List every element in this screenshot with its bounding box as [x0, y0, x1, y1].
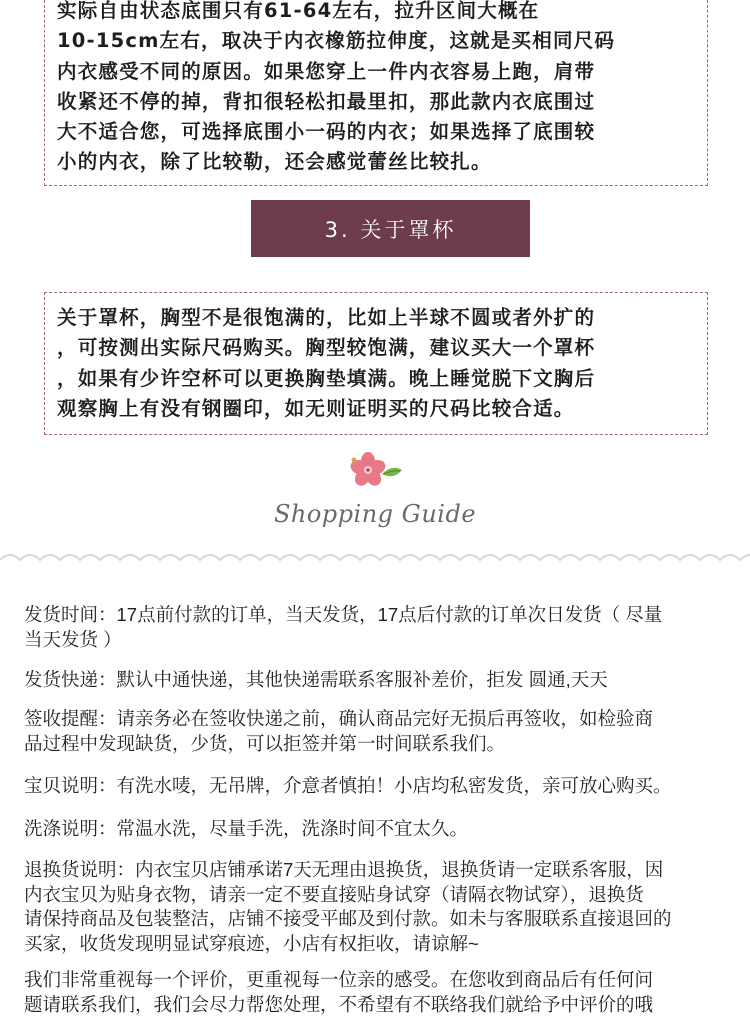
flower-icon [344, 450, 406, 490]
size-note-line: 内衣感受不同的原因。如果您穿上一件内衣容易上跑，肩带 [57, 57, 695, 87]
info-returns [24, 858, 740, 956]
size-note-line: 大不适合您，可选择底围小一码的内衣；如果选择了底围较 [57, 117, 695, 147]
cup-note-box [44, 292, 708, 435]
size-note-box [44, 0, 708, 186]
size-note-line: 收紧还不停的掉，背扣很轻松扣最里扣，那此款内衣底围过 [57, 87, 695, 117]
shopping-guide-title: Shopping Guide [0, 500, 750, 528]
cup-note-line: 观察胸上有没有钢圈印，如无则证明买的尺码比较合适。 [57, 394, 695, 424]
info-line: 签收提醒：请亲务必在签收快递之前，确认商品完好无损后再签收，如检验商 [24, 707, 740, 732]
size-note-line: 小的内衣，除了比较勒，还会感觉蕾丝比较扎。 [57, 147, 695, 177]
info-line: 洗涤说明：常温水洗，尽量手洗，洗涤时间不宜太久。 [24, 817, 740, 842]
info-line: 当天发货 ） [24, 628, 740, 653]
info-line: 买家，收货发现明显试穿痕迹，小店有权拒收，请谅解~ [24, 932, 740, 957]
info-courier [24, 668, 740, 693]
info-feedback [24, 968, 740, 1017]
info-line: 退换货说明：内衣宝贝店铺承诺7天无理由退换货，退换货请一定联系客服，因 [24, 858, 740, 883]
info-line: 品过程中发现缺货，少货，可以拒签并第一时间联系我们。 [24, 732, 740, 757]
info-item-note [24, 774, 740, 799]
cup-note-line: ，如果有少许空杯可以更换胸垫填满。晚上睡觉脱下文胸后 [57, 364, 695, 394]
cup-note-line: 关于罩杯，胸型不是很饱满的，比如上半球不圆或者外扩的 [57, 303, 695, 333]
info-signing [24, 707, 740, 756]
size-note-line: 实际自由状态底围只有61-64左右，拉升区间大概在 [57, 0, 695, 26]
section-banner-cup: 3. 关于罩杯 [251, 200, 530, 257]
info-washing [24, 817, 740, 842]
info-line: 题请联系我们，我们会尽力帮您处理，不希望有不联络我们就给予中评价的哦 [24, 993, 740, 1017]
info-line: 发货时间：17点前付款的订单，当天发货，17点后付款的订单次日发货（ 尽量 [24, 603, 740, 628]
size-note-line: 10-15cm左右，取决于内衣橡筋拉伸度，这就是买相同尺码 [57, 26, 695, 56]
info-line: 我们非常重视每一个评价，更重视每一位亲的感受。在您收到商品后有任何问 [24, 968, 740, 993]
scalloped-divider [0, 548, 750, 568]
info-line: 请保持商品及包装整洁，店铺不接受平邮及到付款。如未与客服联系直接退回的 [24, 907, 740, 932]
cup-note-line: ，可按测出实际尺码购买。胸型较饱满，建议买大一个罩杯 [57, 333, 695, 363]
info-line: 发货快递：默认中通快递，其他快递需联系客服补差价，拒发 圆通,天天 [24, 668, 740, 693]
info-shipping-time [24, 603, 740, 652]
info-line: 宝贝说明：有洗水唛，无吊牌，介意者慎拍！小店均私密发货，亲可放心购买。 [24, 774, 740, 799]
info-line: 内衣宝贝为贴身衣物，请亲一定不要直接贴身试穿（请隔衣物试穿），退换货 [24, 883, 740, 908]
